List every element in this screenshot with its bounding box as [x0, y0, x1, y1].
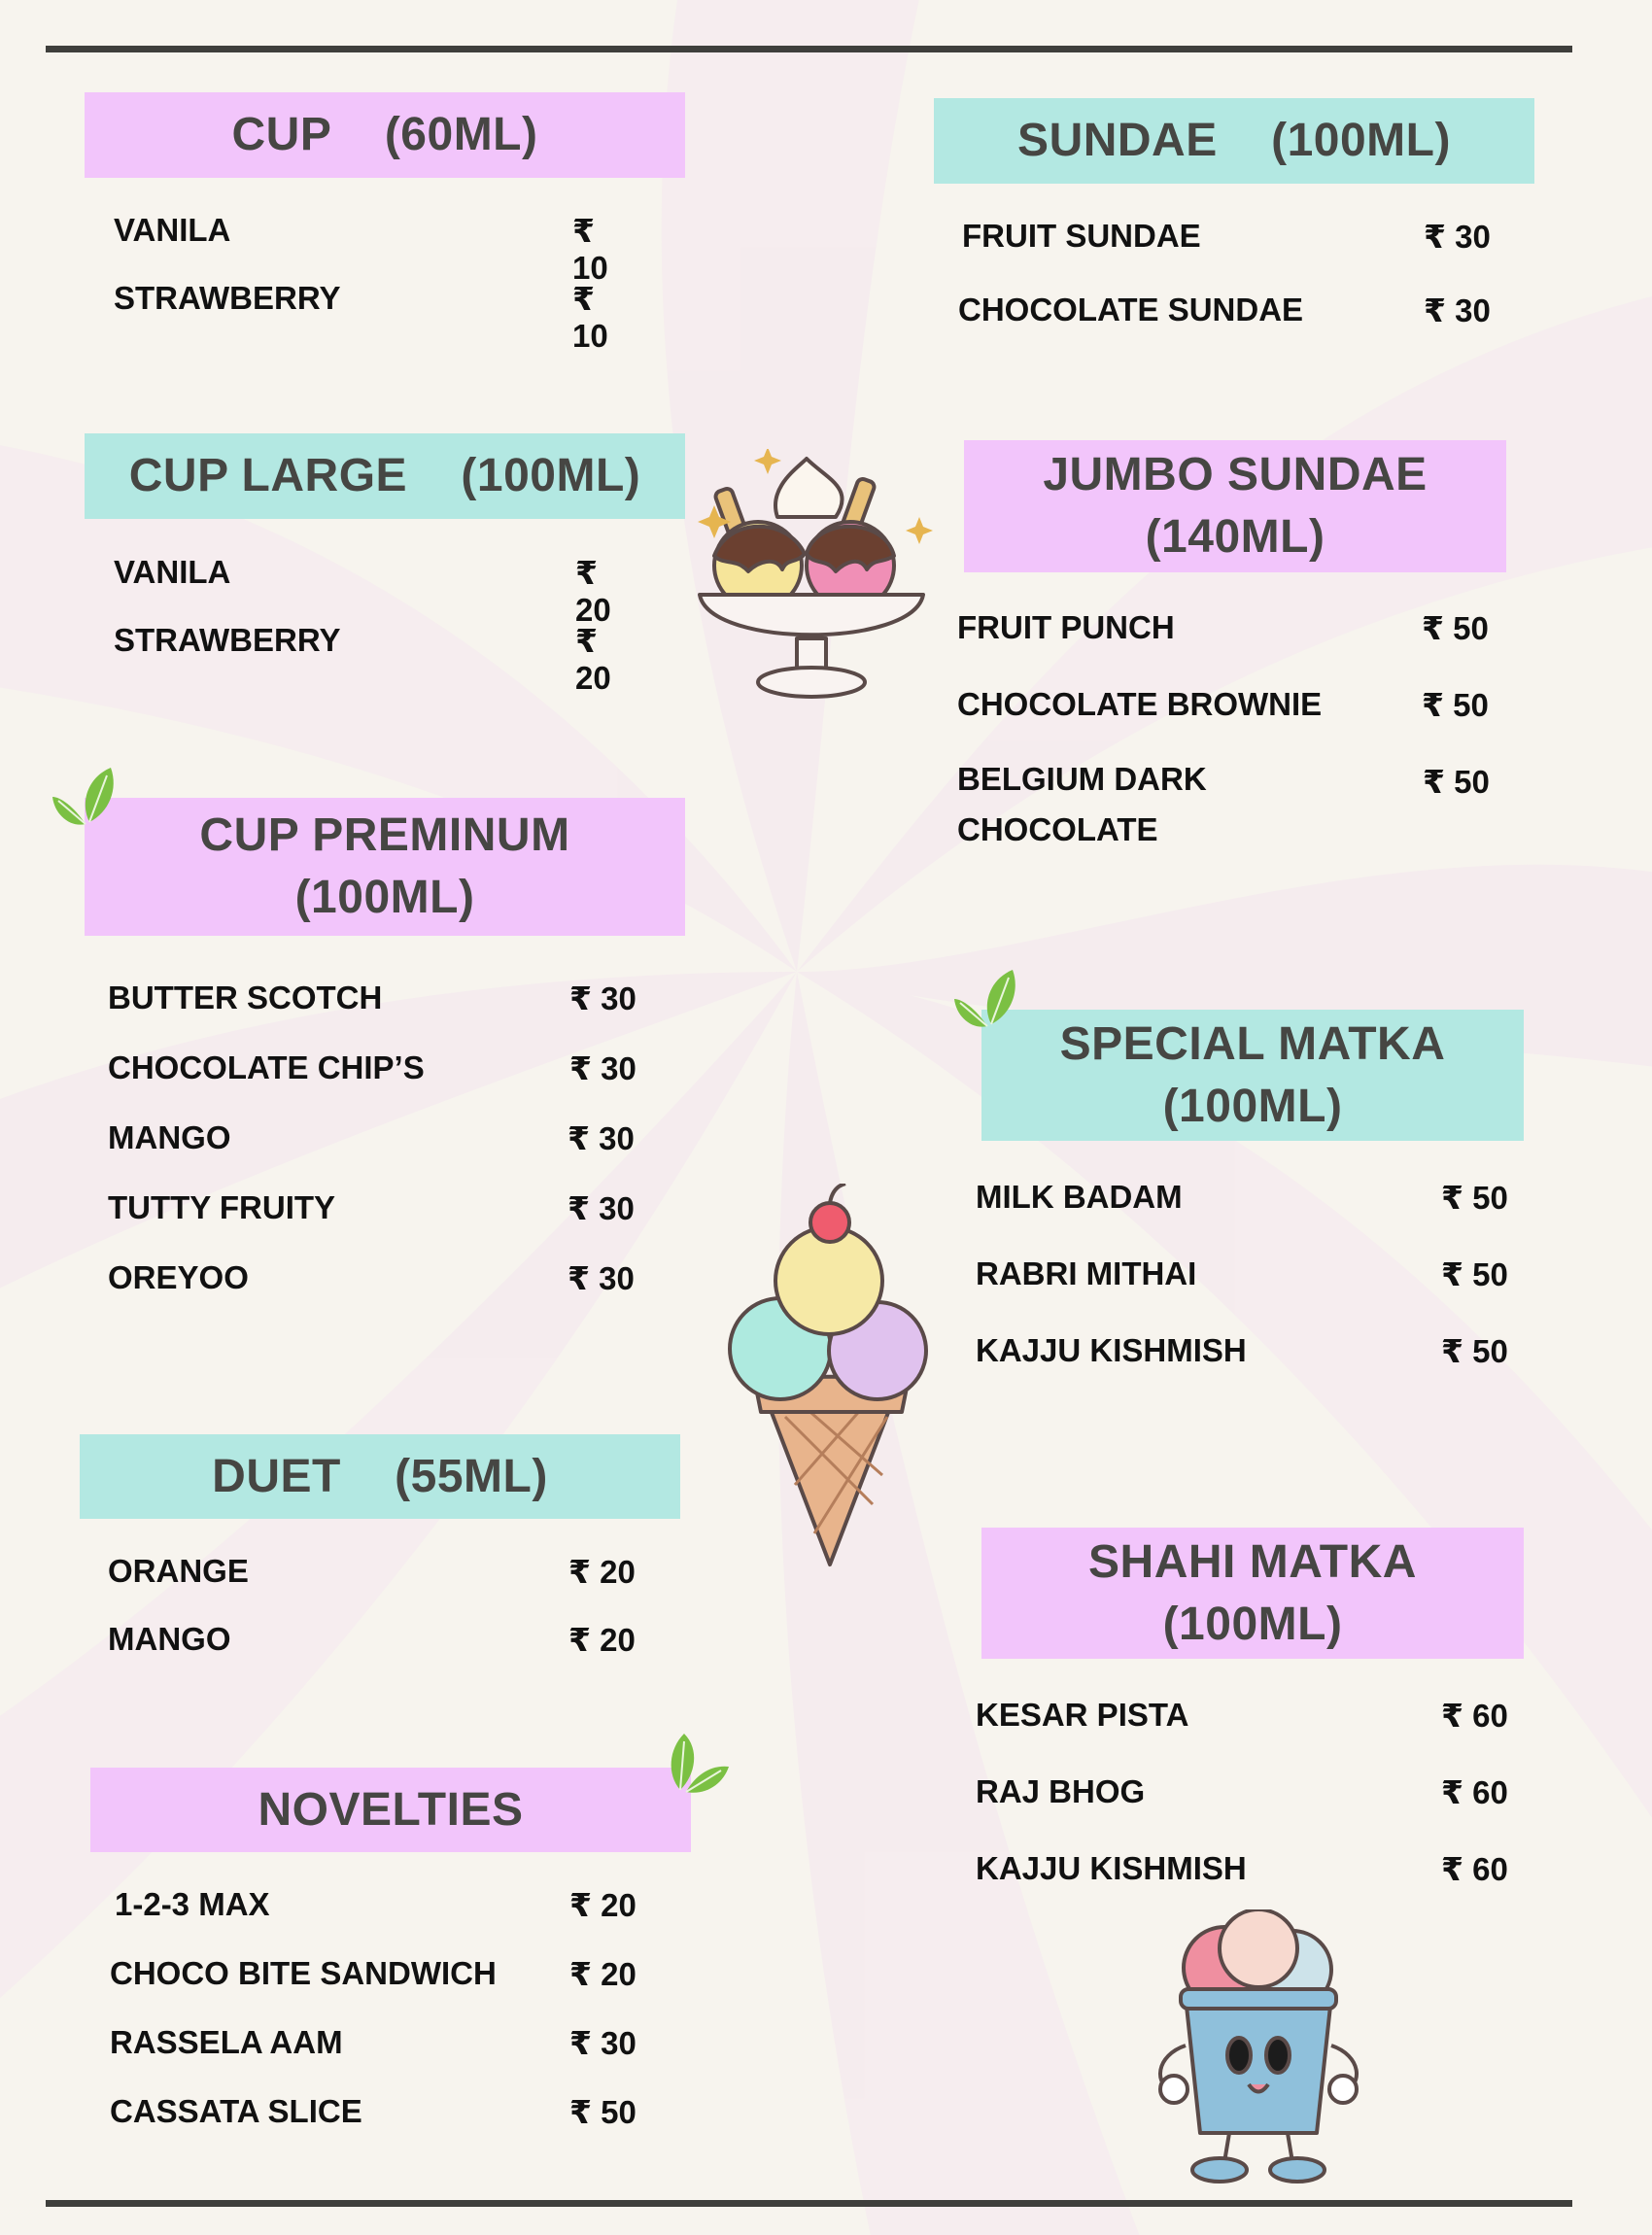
item-price: ₹ 50: [1441, 1256, 1508, 1292]
menu-item: [108, 1259, 652, 1329]
item-price: ₹ 50: [1423, 764, 1490, 800]
item-name: CHOCOLATE CHIP’S: [108, 1049, 425, 1085]
section-title-line1: JUMBO SUNDAE: [1043, 449, 1428, 500]
section-title-line2: (100ML): [294, 872, 475, 923]
menu-item: [110, 1886, 654, 1955]
top-divider: [46, 46, 1572, 52]
item-name: [957, 754, 1207, 855]
section-header-special-matka: [981, 1010, 1524, 1141]
menu-item: [976, 1697, 1520, 1773]
item-price: ₹ 20: [569, 1887, 637, 1923]
item-price: ₹ 30: [568, 1120, 635, 1156]
section-title-line1: SHAHI MATKA: [1088, 1535, 1417, 1588]
item-price: ₹ 50: [1441, 1180, 1508, 1216]
item-name-line1: BELGIUM DARK: [957, 761, 1207, 797]
section-title-line2: (100ML): [1162, 1080, 1343, 1132]
menu-item: [114, 554, 638, 628]
item-list-sundae: [958, 218, 1506, 365]
item-name: VANILA: [114, 212, 231, 248]
ice-cream-cup-mascot-icon: [1147, 1909, 1370, 2186]
item-price: ₹ 30: [569, 980, 637, 1016]
section-title-line2: (100ML): [1162, 1598, 1343, 1650]
item-name: MILK BADAM: [976, 1179, 1183, 1215]
bottom-divider: [46, 2200, 1572, 2207]
section-header-cup-premium: [85, 798, 685, 936]
section-title-line1: CUP PREMINUM: [199, 809, 570, 861]
item-name: FRUIT SUNDAE: [962, 218, 1201, 254]
item-list-shahi-matka: [976, 1697, 1520, 1927]
item-price: ₹ 10: [572, 213, 608, 286]
item-list-jumbo-sundae: [957, 609, 1501, 860]
menu-item: [108, 1621, 652, 1689]
item-price: ₹ 30: [569, 1050, 637, 1086]
item-name: RASSELA AAM: [110, 2024, 343, 2060]
menu-item: [957, 763, 1501, 860]
item-price: ₹ 20: [568, 1622, 636, 1658]
section-header-sundae: [934, 98, 1534, 184]
section-title: DUET (55ML): [212, 1450, 548, 1502]
item-name: ORANGE: [108, 1553, 249, 1589]
sundae-bowl-icon: [690, 449, 933, 711]
item-name: STRAWBERRY: [114, 622, 341, 658]
menu-item: [976, 1332, 1520, 1409]
menu-item: [976, 1773, 1520, 1850]
item-price: ₹ 30: [1424, 219, 1491, 255]
item-list-novelties: [110, 1886, 654, 2162]
item-price: ₹ 50: [1422, 687, 1489, 723]
leaf-icon: [952, 966, 1022, 1036]
item-name: CHOCOLATE BROWNIE: [957, 686, 1323, 722]
menu-item: [108, 1553, 652, 1621]
item-price: ₹ 10: [572, 281, 608, 354]
item-price: ₹ 60: [1441, 1851, 1508, 1887]
item-name: TUTTY FRUITY: [108, 1189, 336, 1225]
item-price: ₹ 50: [1441, 1333, 1508, 1369]
item-price: ₹ 60: [1441, 1774, 1508, 1810]
menu-item: [114, 280, 638, 354]
section-header-shahi-matka: [981, 1528, 1524, 1659]
item-price: ₹ 30: [569, 2025, 637, 2061]
section-title: CUP LARGE (100ML): [128, 450, 641, 501]
item-name: KESAR PISTA: [976, 1697, 1189, 1733]
item-list-cup-premium: [108, 980, 652, 1329]
item-name: OREYOO: [108, 1259, 249, 1295]
item-name: RABRI MITHAI: [976, 1255, 1197, 1291]
item-name: VANILA: [114, 554, 231, 590]
item-price: ₹ 30: [1424, 292, 1491, 328]
menu-item: [108, 980, 652, 1049]
item-price: ₹ 60: [1441, 1698, 1508, 1734]
item-list-cup-large: [114, 554, 638, 696]
item-name: CHOCOLATE SUNDAE: [958, 292, 1304, 327]
section-header-novelties: [90, 1768, 691, 1852]
leaf-icon: [657, 1732, 731, 1800]
item-name: MANGO: [108, 1119, 231, 1155]
menu-item: [108, 1189, 652, 1259]
menu-item: [110, 1955, 654, 2024]
item-price: ₹ 20: [568, 1554, 636, 1590]
item-price: ₹ 50: [1422, 610, 1489, 646]
section-header-duet: [80, 1434, 680, 1519]
leaf-icon: [51, 764, 120, 834]
item-list-special-matka: [976, 1179, 1520, 1409]
item-name-line2: CHOCOLATE: [957, 811, 1158, 847]
section-title-line1: SPECIAL MATKA: [1059, 1017, 1446, 1070]
section-header-cup: [85, 92, 685, 178]
item-name: MANGO: [108, 1621, 231, 1657]
menu-item: [114, 622, 638, 696]
item-name: RAJ BHOG: [976, 1773, 1146, 1809]
section-title: SUNDAE (100ML): [1017, 115, 1451, 166]
item-name: FRUIT PUNCH: [957, 609, 1175, 645]
menu-item: [108, 1119, 652, 1189]
item-name: KAJJU KISHMISH: [976, 1850, 1247, 1886]
menu-item: [957, 686, 1501, 763]
item-name: BUTTER SCOTCH: [108, 980, 383, 1015]
item-price: ₹ 30: [568, 1260, 635, 1296]
menu-item: [962, 218, 1506, 292]
item-name: KAJJU KISHMISH: [976, 1332, 1247, 1368]
item-name: STRAWBERRY: [114, 280, 341, 316]
menu-item: [108, 1049, 652, 1119]
item-price: ₹ 20: [569, 1956, 637, 1992]
item-price: ₹ 50: [569, 2094, 637, 2130]
item-list-cup: [114, 212, 638, 354]
item-price: ₹ 30: [568, 1190, 635, 1226]
item-list-duet: [108, 1553, 652, 1689]
menu-item: [110, 2093, 654, 2162]
section-header-jumbo-sundae: [964, 440, 1506, 572]
menu-item: [976, 1179, 1520, 1255]
section-title: NOVELTIES: [258, 1783, 524, 1836]
menu-item: [958, 292, 1506, 365]
item-name: CASSATA SLICE: [110, 2093, 362, 2129]
menu-item: [114, 212, 638, 286]
menu-item: [110, 2024, 654, 2093]
section-title: CUP (60ML): [231, 109, 538, 160]
menu-item: [957, 609, 1501, 686]
section-title-line2: (140ML): [1145, 511, 1325, 563]
ice-cream-cone-icon: [727, 1184, 933, 1568]
item-price: ₹ 20: [575, 555, 611, 628]
item-name: CHOCO BITE SANDWICH: [110, 1955, 497, 1991]
menu-item: [976, 1255, 1520, 1332]
item-name: 1-2-3 MAX: [115, 1886, 270, 1922]
item-price: ₹ 20: [575, 623, 611, 696]
section-header-cup-large: [85, 433, 685, 519]
